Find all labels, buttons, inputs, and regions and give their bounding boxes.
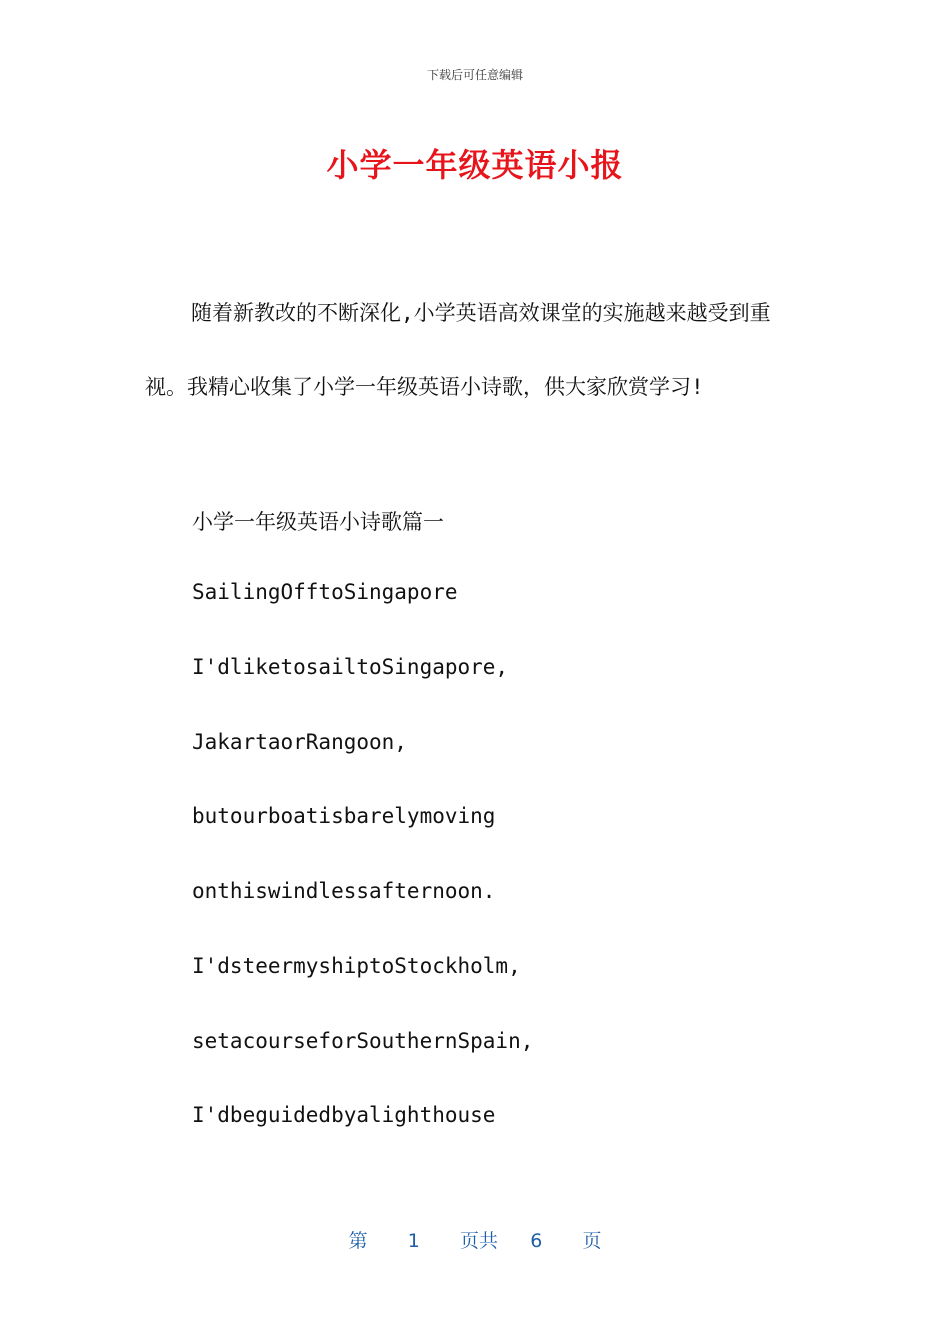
footer-mid: 页共 [460, 1230, 499, 1252]
poem-line: I'dsteermyshiptoStockholm, [192, 954, 521, 978]
poem-line: onthiswindlessafternoon. [192, 879, 496, 903]
poem-line: I'dbeguidedbyalighthouse [192, 1103, 496, 1127]
page-footer [0, 1226, 950, 1253]
page-title: 小学一年级英语小报 [326, 146, 624, 184]
footer-prefix: 第 [348, 1230, 368, 1252]
current-page-number: 1 [407, 1230, 420, 1252]
poem-line: butourboatisbarelymoving [192, 804, 496, 828]
poem-line: I'dliketosailtoSingapore, [192, 655, 509, 679]
poem-line: setacourseforSouthernSpain, [192, 1029, 534, 1053]
intro-paragraph: 随着新教改的不断深化,小学英语高效课堂的实施越来越受到重视。我精心收集了小学一年级英语小诗歌，供大家欣赏学习! [145, 301, 771, 399]
poem-line: JakartaorRangoon, [192, 730, 407, 754]
header-note: 下载后可任意编辑 [426, 68, 523, 82]
total-pages-number: 6 [530, 1230, 543, 1252]
poem-line: SailingOfftoSingapore [192, 580, 458, 604]
section-heading: 小学一年级英语小诗歌篇一 [192, 510, 444, 534]
footer-suffix: 页 [582, 1230, 602, 1252]
